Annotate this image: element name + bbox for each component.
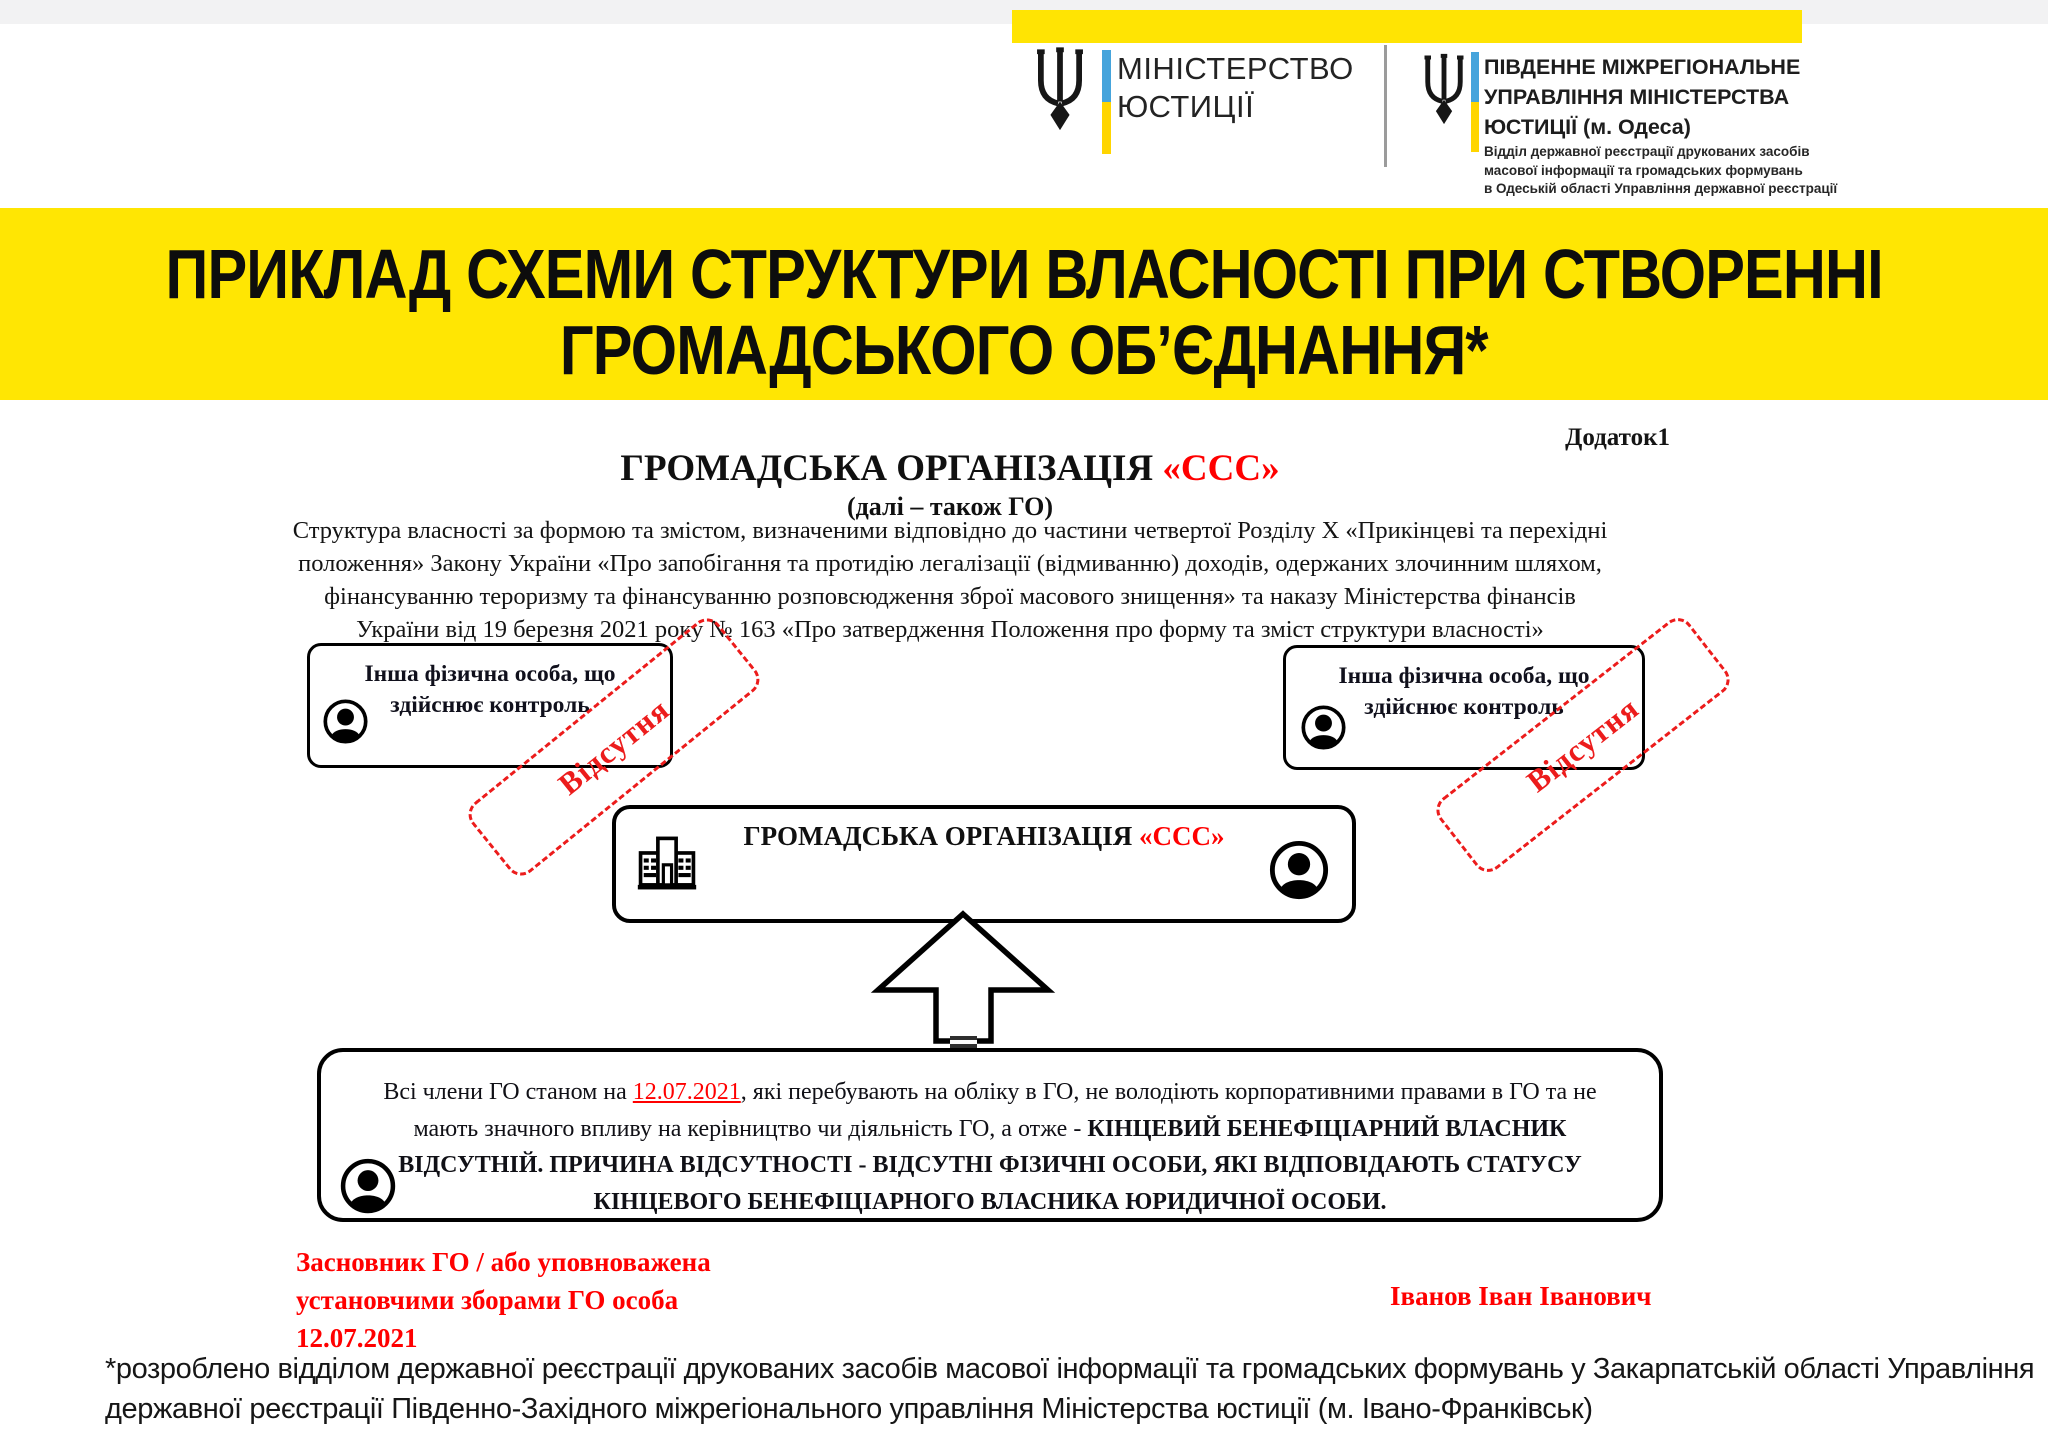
- members-text-before-date: Всі члени ГО станом на: [383, 1079, 633, 1105]
- building-icon: [636, 831, 698, 895]
- ministry-trident-icon: [1028, 46, 1092, 134]
- intro-paragraph: [240, 514, 1660, 646]
- up-arrow: [858, 908, 1068, 1048]
- organization-box-title-text: ГРОМАДСЬКА ОРГАНІЗАЦІЯ: [743, 821, 1139, 851]
- intro-line: Структура власності за формою та змістом, визначеними відповідно до частини четвертої Розділу X «Прикінцеві та перехідні: [292, 517, 1608, 544]
- ministry-title-line2: ЮСТИЦІЇ: [1117, 89, 1255, 124]
- members-date: 12.07.2021: [632, 1079, 741, 1105]
- person-icon: [1268, 839, 1330, 901]
- absent-stamp-text: Відсутня: [1520, 690, 1646, 799]
- organization-box-title: [616, 821, 1352, 852]
- banner-title-line1: ПРИКЛАД СХЕМИ СТРУКТУРИ ВЛАСНОСТІ ПРИ СТВОРЕННІ: [165, 235, 1883, 313]
- members-bold-statement: КІНЦЕВИЙ БЕНЕФІЦІАРНИЙ ВЛАСНИК ВІДСУТНІЙ. ПРИЧИНА ВІДСУТНОСТІ - ВІДСУТНІ ФІЗИЧНІ ОСОБИ, ЯКІ ВІДПОВІДАЮТЬ СТАТУСУ КІНЦЕВОГО БЕНЕФІЦІАРНОГО ВЛАСНИКА ЮРИДИЧНОЇ ОСОБИ.: [398, 1115, 1582, 1215]
- regional-subtitle-line: Відділ державної реєстрації друкованих засобів: [1484, 144, 1810, 159]
- absent-stamp-text: Відсутня: [551, 691, 676, 802]
- regional-title-line: ЮСТИЦІЇ (м. Одеса): [1484, 115, 1691, 139]
- control-box-label-line: здійснює контроль: [390, 692, 590, 718]
- logo-divider: [1384, 45, 1387, 167]
- control-box-label-line: здійснює контроль: [1364, 694, 1564, 720]
- regional-office-subtitle: [1484, 143, 1837, 199]
- regional-subtitle-line: в Одеській області Управління державної реєстрації: [1484, 181, 1838, 196]
- ministry-title-line1: МІНІСТЕРСТВО: [1117, 51, 1354, 86]
- flag-bar: [1102, 50, 1111, 154]
- regional-title-line: УПРАВЛІННЯ МІНІСТЕРСТВА: [1484, 85, 1790, 109]
- annex-label: Додаток1: [1565, 424, 1670, 451]
- regional-office-title: [1484, 52, 1800, 142]
- ministry-logo-text: [1117, 50, 1354, 126]
- footnote-line: *розроблено відділом державної реєстрації друкованих засобів масової інформації та громадських формувань у Закарпатській області Управління: [105, 1353, 2035, 1385]
- banner-title-line2: ГРОМАДСЬКОГО ОБ’ЄДНАННЯ*: [560, 311, 1488, 389]
- founder-line: Засновник ГО / або уповноважена: [296, 1247, 711, 1277]
- title-banner: [0, 208, 2048, 400]
- org-heading-text: ГРОМАДСЬКА ОРГАНІЗАЦІЯ: [620, 448, 1163, 489]
- intro-line: положення» Закону України «Про запобігання та протидію легалізації (відмиванню) доходів, одержаних злочинним шляхом,: [298, 550, 1602, 577]
- regional-subtitle-line: масової інформації та громадських формувань: [1484, 162, 1803, 178]
- intro-line: фінансуванню тероризму та фінансуванню розповсюдження зброї масового знищення» та наказу Міністерства фінансів: [324, 583, 1576, 610]
- organization-box-title-quoted: «ССС»: [1139, 821, 1225, 851]
- control-box-label-line: Інша фізична особа, що: [1338, 663, 1590, 689]
- founder-label: [296, 1243, 711, 1357]
- org-heading-quoted: «ССС»: [1162, 448, 1280, 489]
- members-text-after-date: , які перебувають на обліку в ГО, не володіють корпоративними правами в ГО та не мають значного впливу на керівництво чи діяльність ГО, а отже -: [413, 1079, 1597, 1142]
- intro-line: України від 19 березня 2021 року № 163 «Про затвердження Положення про форму та зміст структури власності»: [356, 616, 1544, 643]
- org-heading: [240, 447, 1660, 490]
- members-statement-box: [317, 1048, 1663, 1222]
- footnote: [105, 1350, 2035, 1429]
- organization-box: [612, 805, 1356, 923]
- person-icon: [1300, 704, 1347, 751]
- top-yellow-bar: [1012, 10, 1802, 43]
- founder-date: 12.07.2021: [296, 1323, 418, 1353]
- org-subtitle: (далі – також ГО): [846, 492, 1054, 521]
- person-icon: [322, 698, 369, 745]
- regional-trident-icon: [1418, 50, 1470, 130]
- flag-bar: [1471, 52, 1479, 152]
- control-box-label-line: Інша фізична особа, що: [364, 661, 616, 687]
- members-statement-text: [368, 1074, 1613, 1220]
- founder-line: установчими зборами ГО особа: [296, 1285, 679, 1315]
- regional-title-line: ПІВДЕННЕ МІЖРЕГІОНАЛЬНЕ: [1484, 55, 1801, 79]
- person-icon: [339, 1157, 397, 1215]
- footnote-line: державної реєстрації Південно-Західного міжрегіонального управління Міністерства юстиції (м. Івано-Франківськ): [105, 1392, 1593, 1425]
- signature-name: Іванов Іван Іванович: [1390, 1281, 1652, 1311]
